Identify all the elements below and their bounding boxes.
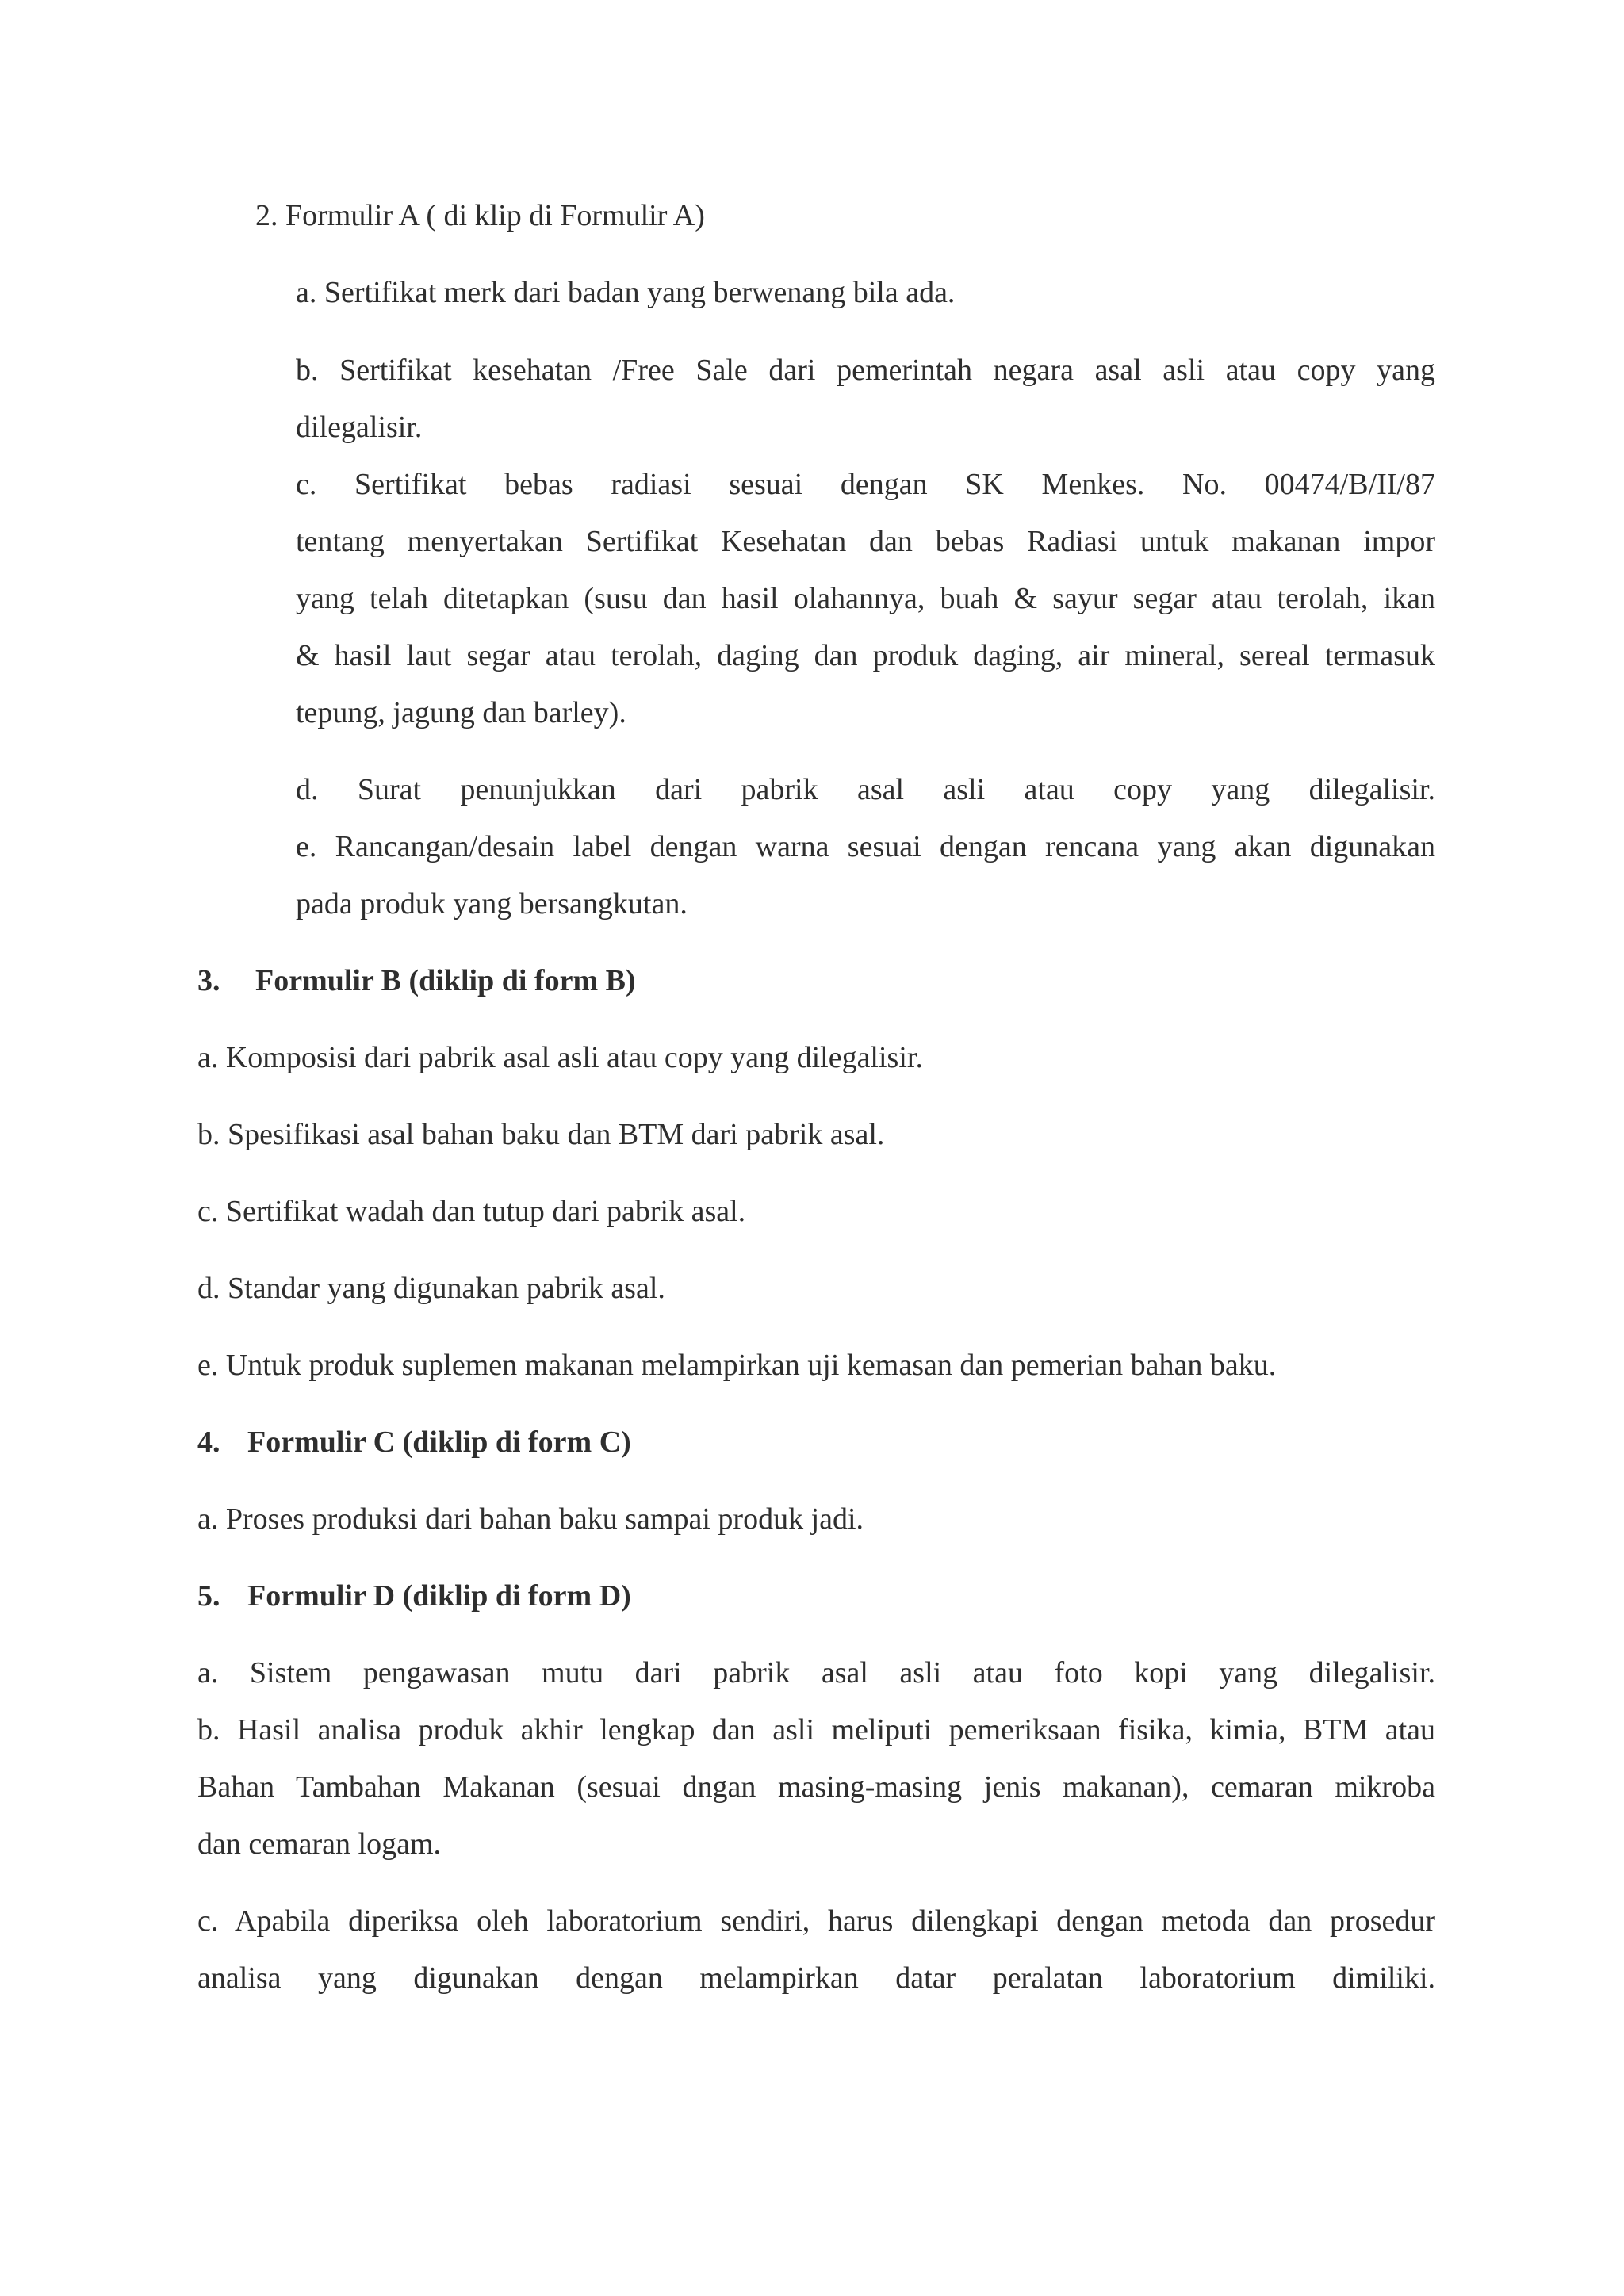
section-2-item-b-line1: b. Sertifikat kesehatan /Free Sale dari pemerintah negara asal asli atau copy yang (296, 354, 1435, 387)
section-2-item-c-line1: c. Sertifikat bebas radiasi sesuai dengan SK Menkes. No. 00474/B/II/87 (296, 468, 1435, 501)
section-3-item-e: e. Untuk produk suplemen makanan melampirkan uji kemasan dan pemerian bahan baku. (197, 1349, 1277, 1382)
section-2-item-c-line3: yang telah ditetapkan (susu dan hasil olahannya, buah & sayur segar atau terolah, ikan (296, 582, 1435, 615)
section-2-item-b-line2: dilegalisir. (296, 411, 423, 444)
section-2-item-c-line4: & hasil laut segar atau terolah, daging dan produk daging, air mineral, sereal termasuk (296, 639, 1435, 672)
section-5-number: 5. (197, 1579, 220, 1613)
section-2-item-e-line2: pada produk yang bersangkutan. (296, 887, 688, 920)
section-2-item-c-line5: tepung, jagung dan barley). (296, 696, 626, 729)
section-4-title: Formulir C (diklip di form C) (247, 1425, 631, 1459)
section-5-item-c-line2: analisa yang digunakan dengan melampirkan datar peralatan laboratorium dimiliki. (197, 1961, 1435, 1995)
section-2-item-d: d. Surat penunjukkan dari pabrik asal asli atau copy yang dilegalisir. (296, 773, 1435, 806)
section-5-item-b-line3: dan cemaran logam. (197, 1827, 442, 1861)
section-2-item-a: a. Sertifikat merk dari badan yang berwenang bila ada. (296, 276, 956, 309)
section-2-heading: 2. Formulir A ( di klip di Formulir A) (255, 199, 705, 232)
section-3-title: Formulir B (diklip di form B) (255, 964, 636, 997)
section-2-item-c-line2: tentang menyertakan Sertifikat Kesehatan dan bebas Radiasi untuk makanan impor (296, 525, 1435, 558)
section-3-number: 3. (197, 964, 220, 997)
section-3-item-c: c. Sertifikat wadah dan tutup dari pabrik asal. (197, 1195, 746, 1228)
section-2-item-e-line1: e. Rancangan/desain label dengan warna sesuai dengan rencana yang akan digunakan (296, 830, 1435, 863)
section-3-item-d: d. Standar yang digunakan pabrik asal. (197, 1272, 665, 1305)
section-3-item-a: a. Komposisi dari pabrik asal asli atau copy yang dilegalisir. (197, 1041, 923, 1074)
section-5-item-c-line1: c. Apabila diperiksa oleh laboratorium sendiri, harus dilengkapi dengan metoda dan prosedur (197, 1904, 1435, 1938)
section-3-item-b: b. Spesifikasi asal bahan baku dan BTM dari pabrik asal. (197, 1118, 885, 1151)
section-5-item-b-line2: Bahan Tambahan Makanan (sesuai dngan masing-masing jenis makanan), cemaran mikroba (197, 1770, 1435, 1804)
section-4-number: 4. (197, 1425, 220, 1459)
section-4-item-a: a. Proses produksi dari bahan baku sampai produk jadi. (197, 1502, 864, 1536)
section-5-title: Formulir D (diklip di form D) (247, 1579, 631, 1613)
section-5-item-b-line1: b. Hasil analisa produk akhir lengkap dan asli meliputi pemeriksaan fisika, kimia, BTM atau (197, 1713, 1435, 1747)
section-5-item-a: a. Sistem pengawasan mutu dari pabrik asal asli atau foto kopi yang dilegalisir. (197, 1656, 1435, 1689)
